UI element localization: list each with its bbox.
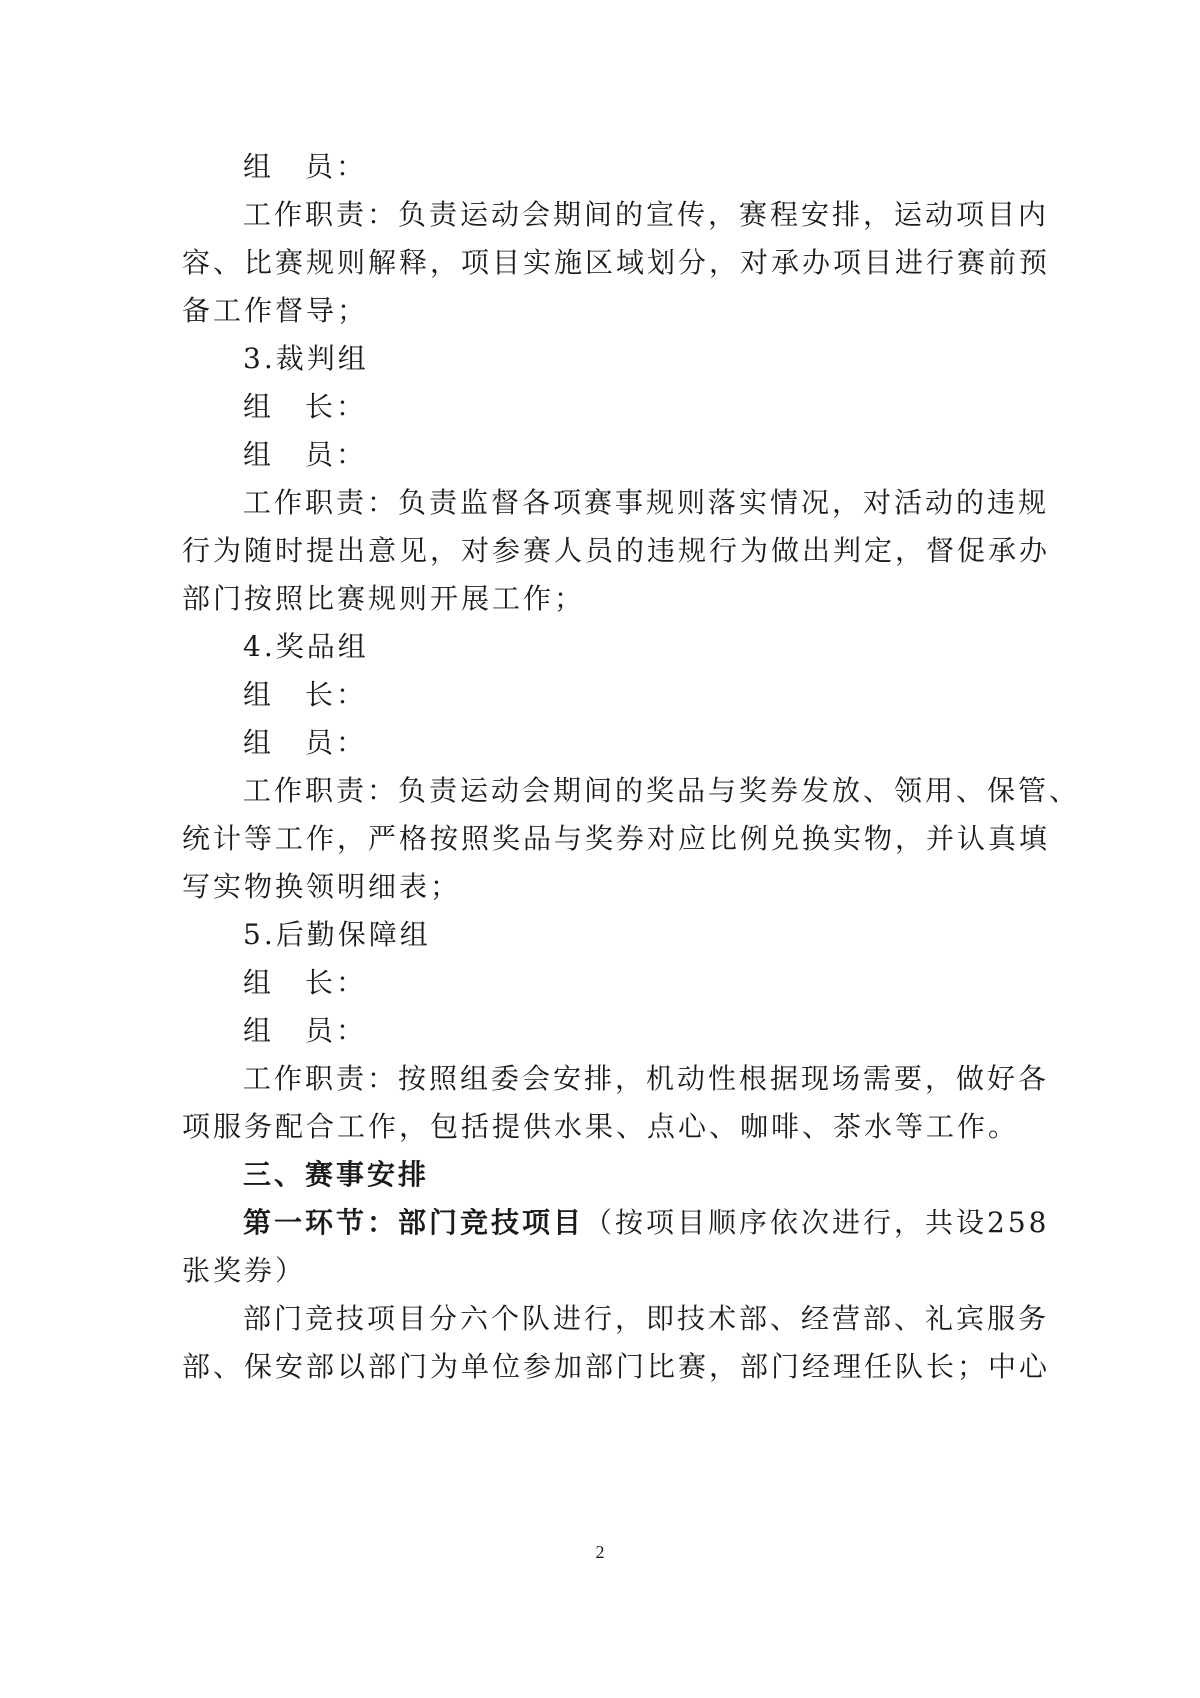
duty-paragraph-line: 部门按照比赛规则开展工作； [182, 582, 586, 615]
duty-paragraph-line: 统计等工作，严格按照奖品与奖券对应比例兑换实物，并认真填 [182, 822, 1051, 855]
section-heading: 三、赛事安排 [243, 1158, 430, 1191]
body-paragraph-line: 部门竞技项目分六个队进行，即技术部、经营部、礼宾服务 [243, 1302, 1050, 1335]
subsection-title: 第一环节：部门竞技项目 [243, 1206, 585, 1239]
duty-paragraph-line: 写实物换领明细表； [182, 870, 462, 903]
body-paragraph-line: 部、保安部以部门为单位参加部门比赛，部门经理任队长；中心 [182, 1350, 1051, 1383]
group-heading-prize: 4.奖品组 [243, 630, 369, 663]
subsection-note: （按项目顺序依次进行，共设258 [584, 1206, 1050, 1239]
member-label: 组 员： [243, 1014, 368, 1047]
page-number: 2 [595, 1542, 605, 1562]
duty-paragraph-line: 项服务配合工作，包括提供水果、点心、咖啡、茶水等工作。 [182, 1110, 1020, 1143]
member-label: 组 员： [243, 726, 368, 759]
member-label: 组 员： [243, 438, 368, 471]
group-heading-referee: 3.裁判组 [243, 342, 369, 375]
duty-paragraph-line: 工作职责：负责运动会期间的宣传，赛程安排，运动项目内 [243, 198, 1050, 231]
duty-paragraph-line: 备工作督导； [182, 294, 369, 327]
subsection-heading [243, 1206, 1050, 1240]
leader-label: 组 长： [243, 678, 368, 711]
duty-paragraph-line: 工作职责：负责监督各项赛事规则落实情况，对活动的违规 [243, 486, 1050, 519]
duty-paragraph-line: 行为随时提出意见，对参赛人员的违规行为做出判定，督促承办 [182, 534, 1051, 567]
subsection-note-continuation: 张奖券） [182, 1254, 307, 1287]
member-label: 组 员： [243, 150, 368, 183]
leader-label: 组 长： [243, 966, 368, 999]
duty-paragraph-line: 工作职责：负责运动会期间的奖品与奖券发放、领用、保管、 [243, 774, 1081, 807]
duty-paragraph-line: 工作职责：按照组委会安排，机动性根据现场需要，做好各 [243, 1062, 1050, 1095]
leader-label: 组 长： [243, 390, 368, 423]
group-heading-logistics: 5.后勤保障组 [243, 918, 431, 951]
duty-paragraph-line: 容、比赛规则解释，项目实施区域划分，对承办项目进行赛前预 [182, 246, 1051, 279]
